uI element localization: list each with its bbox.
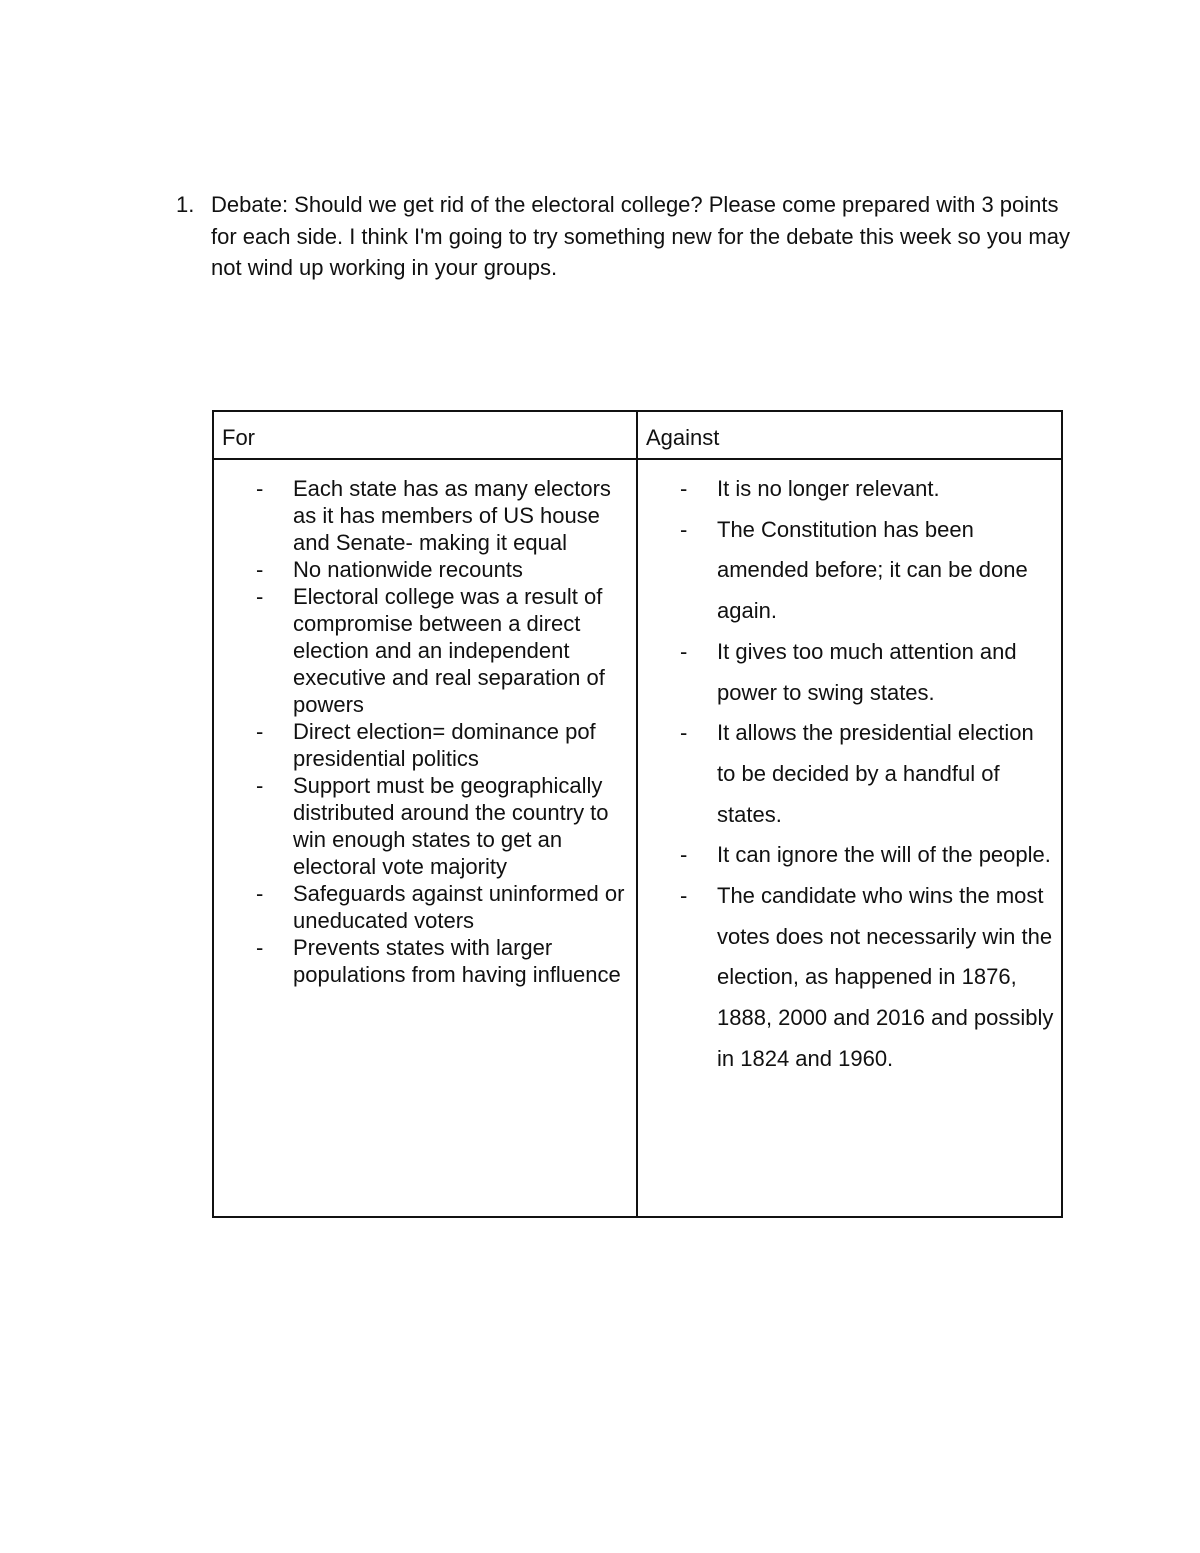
for-point: Prevents states with larger populations from having influence xyxy=(293,935,621,987)
for-point: Each state has as many electors as it has members of US house and Senate- making it equal xyxy=(293,476,611,555)
bullet-dash: - xyxy=(256,773,264,798)
bullet-dash: - xyxy=(680,720,688,746)
list-item xyxy=(638,713,1061,835)
list-item xyxy=(214,772,636,880)
debate-table xyxy=(212,410,1063,1218)
for-point: No nationwide recounts xyxy=(293,557,523,582)
bullet-dash: - xyxy=(680,638,688,664)
against-point: It allows the presidential election to be decided by a handful of states. xyxy=(717,720,1034,827)
question-text: Debate: Should we get rid of the electoral college? Please come prepared with 3 points for each side. I think I'm going to try something new for the debate this week so you may not wind up working in your groups. xyxy=(211,192,1070,280)
bullet-dash: - xyxy=(256,476,264,501)
for-point: Electoral college was a result of compromise between a direct election and an independent executive and real separation of powers xyxy=(293,584,605,717)
for-point: Support must be geographically distributed around the country to win enough states to get an electoral vote majority xyxy=(293,773,609,879)
list-item xyxy=(638,876,1061,1080)
bullet-dash: - xyxy=(680,476,688,501)
bullet-dash: - xyxy=(680,516,688,542)
question-number: 1. xyxy=(176,192,195,217)
list-item xyxy=(638,510,1061,632)
against-points-list xyxy=(638,469,1061,1080)
against-point: It gives too much attention and power to swing states. xyxy=(717,638,1017,705)
for-cell xyxy=(213,459,637,1217)
header-against: Against xyxy=(637,411,1062,459)
against-point: It can ignore the will of the people. xyxy=(717,842,1051,868)
bullet-dash: - xyxy=(256,719,264,744)
list-item xyxy=(214,934,636,988)
bullet-dash: - xyxy=(256,881,264,906)
list-item xyxy=(214,583,636,718)
list-item xyxy=(214,718,636,772)
against-cell xyxy=(637,459,1062,1217)
for-point: Direct election= dominance pof presidential politics xyxy=(293,719,596,771)
debate-question xyxy=(176,189,1076,284)
bullet-dash: - xyxy=(256,584,264,609)
for-point: Safeguards against uninformed or uneducated voters xyxy=(293,881,625,933)
list-item xyxy=(638,632,1061,713)
list-item xyxy=(638,469,1061,510)
for-points-list xyxy=(214,475,636,988)
header-for: For xyxy=(213,411,637,459)
against-point: The candidate who wins the most votes does not necessarily win the election, as happened in 1876, 1888, 2000 and 2016 and possibly in 1824 and 1960. xyxy=(717,883,1054,1071)
bullet-dash: - xyxy=(256,935,264,960)
bullet-dash: - xyxy=(680,842,688,868)
bullet-dash: - xyxy=(680,883,688,909)
list-item xyxy=(214,880,636,934)
against-point: The Constitution has been amended before; it can be done again. xyxy=(717,516,1028,624)
list-item xyxy=(214,556,636,583)
against-point: It is no longer relevant. xyxy=(717,476,940,501)
list-item xyxy=(638,835,1061,876)
list-item xyxy=(214,475,636,556)
bullet-dash: - xyxy=(256,557,264,582)
